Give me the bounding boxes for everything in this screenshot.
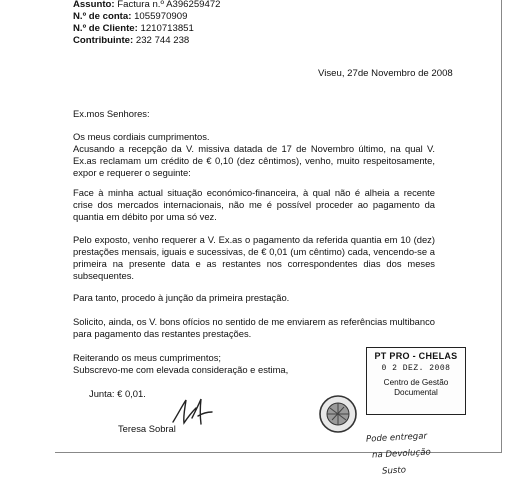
handwritten-note-line-2: na Devolução: [371, 447, 432, 461]
client-value: 1210713851: [140, 23, 194, 34]
round-seal: [318, 394, 358, 434]
received-stamp: [366, 347, 466, 415]
letter-header: [73, 0, 221, 47]
taxpayer-value: 232 744 238: [135, 35, 190, 46]
subject-row: [73, 0, 221, 11]
client-row: [73, 23, 221, 35]
stamp-title: PT PRO - CHELAS: [374, 351, 458, 361]
handwritten-note-line-3: Susto: [381, 465, 407, 477]
salutation: Ex.mos Senhores:: [73, 108, 150, 119]
account-row: [73, 11, 221, 23]
subject-label: Assunto:: [73, 0, 115, 10]
closing-line-2: Subscrevo-me com elevada consideração e estima,: [73, 364, 289, 375]
taxpayer-row: [73, 35, 221, 47]
closing-line-1: Reiterando os meus cumprimentos;: [73, 352, 221, 363]
paragraph-3: Pelo exposto, venho requerer a V. Ex.as o pagamento da referida quantia em 10 (dez) prestações mensais, iguais e sucessivas, de € 0,01 (um cêntimo) cada, vencendo-se a primeira na presente data e as restantes nos correspondentes dias dos meses subsequentes.: [73, 234, 435, 281]
date-line: Viseu, 27de Novembro de 2008: [318, 68, 453, 79]
account-value: 1055970909: [134, 11, 188, 22]
taxpayer-label: Contribuinte:: [73, 35, 134, 46]
paragraph-5: Solicito, ainda, os V. bons ofícios no sentido de me enviarem as referências multibanco para pagamento das restantes prestações.: [73, 316, 435, 339]
stamp-date: 0 2 DEZ. 2008: [381, 364, 451, 373]
stamp-line-2: Documental: [394, 388, 438, 397]
attachment-note: Junta: € 0,01.: [89, 388, 146, 399]
handwritten-signature: [170, 396, 216, 430]
paragraph-1: Acusando a recepção da V. missiva datada de 17 de Novembro último, na qual V. Ex.as reclamam um crédito de € 0,10 (dez cêntimos), venho, muito respeitosamente, expor e requerer o seguinte:: [73, 143, 435, 178]
handwritten-note-line-1: Pode entregar: [365, 431, 428, 445]
greeting: Os meus cordiais cumprimentos.: [73, 131, 210, 142]
subject-value: Factura n.º A396259472: [117, 0, 221, 10]
account-label: N.º de conta:: [73, 11, 132, 22]
paragraph-4: Para tanto, procedo à junção da primeira prestação.: [73, 292, 290, 303]
stamp-line-1: Centro de Gestão: [383, 378, 449, 387]
signer-name: Teresa Sobral: [118, 423, 176, 434]
paragraph-2: Face à minha actual situação económico-financeira, à qual não é alheia a recente crise dos mercados internacionais, não me é possível proceder ao pagamento da quantia em débito por uma só vez.: [73, 187, 435, 222]
client-label: N.º de Cliente:: [73, 23, 138, 34]
